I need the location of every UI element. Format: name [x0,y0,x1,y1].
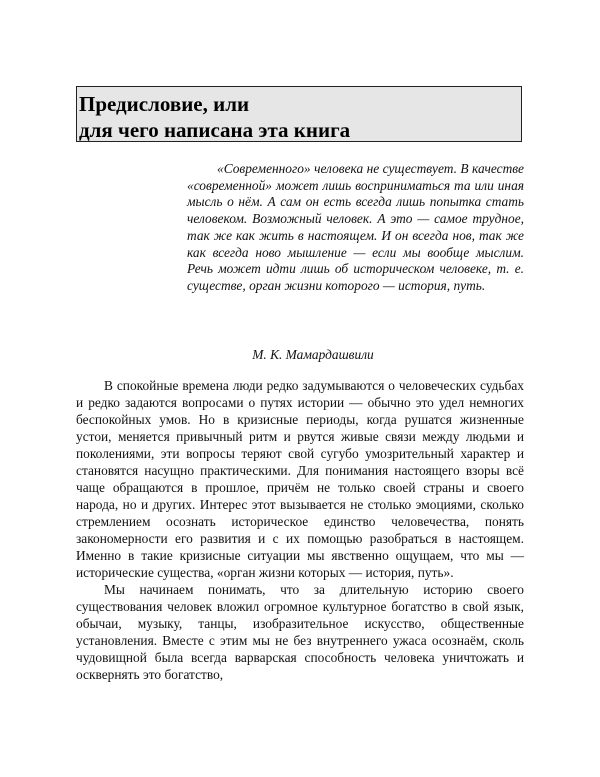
paragraph: Мы начинаем понимать, что за длительную историю своего существования человек вложил огромное культурное богатство в свой язык, обычаи, музыку, танцы, изобразительное искусство, общественные установления. Вместе с этим мы не без внутреннего ужаса осознаём, сколь чудовищной была всегда варварская способность человека уничтожать и осквернять это богатство, [76,582,524,682]
chapter-title-line-2: для чего написана эта книга [79,118,351,142]
epigraph-quote: «Современного» человека не существует. В качестве «современной» может лишь восприниматься та или иная мысль о нём. А сам он есть всегда лишь попытка стать человеком. Возможный человек. А это — самое трудное, так же как жить в настоящем. И он всегда нов, так же как всегда ново мышление — если мы вообще мыслим. Речь может идти лишь об историческом человеке, т. е. существе, орган жизни которого — история, путь. [187,161,524,293]
chapter-title-line-1: Предисловие, или [79,92,250,116]
body-text [76,377,524,683]
chapter-title-box [76,86,522,142]
epigraph-author: М. К. Мамардашвили [252,347,374,362]
paragraph: В спокойные времена люди редко задумываются о человеческих судьбах и редко задаются вопросами о путях истории — обычно это удел немногих беспокойных умов. Но в кризисные периоды, когда рушатся жизненные устои, меняется привычный ритм и рвутся живые связи между людьми и поколениями, эти вопросы теряют свой сугубо умозрительный характер и становятся насущно практическими. Для понимания настоящего взоры всё чаще обращаются в прошлое, причём не только своей страны и своего народа, но и других. Интерес этот вызывается не столько эмоциями, сколько стремлением осознать историческое единство человечества, понять закономерности его развития и с их помощью разобраться в настоящем. Именно в такие кризисные ситуации мы явственно ощущаем, что мы — исторические существа, «орган жизни которых — история, путь». [76,378,524,580]
